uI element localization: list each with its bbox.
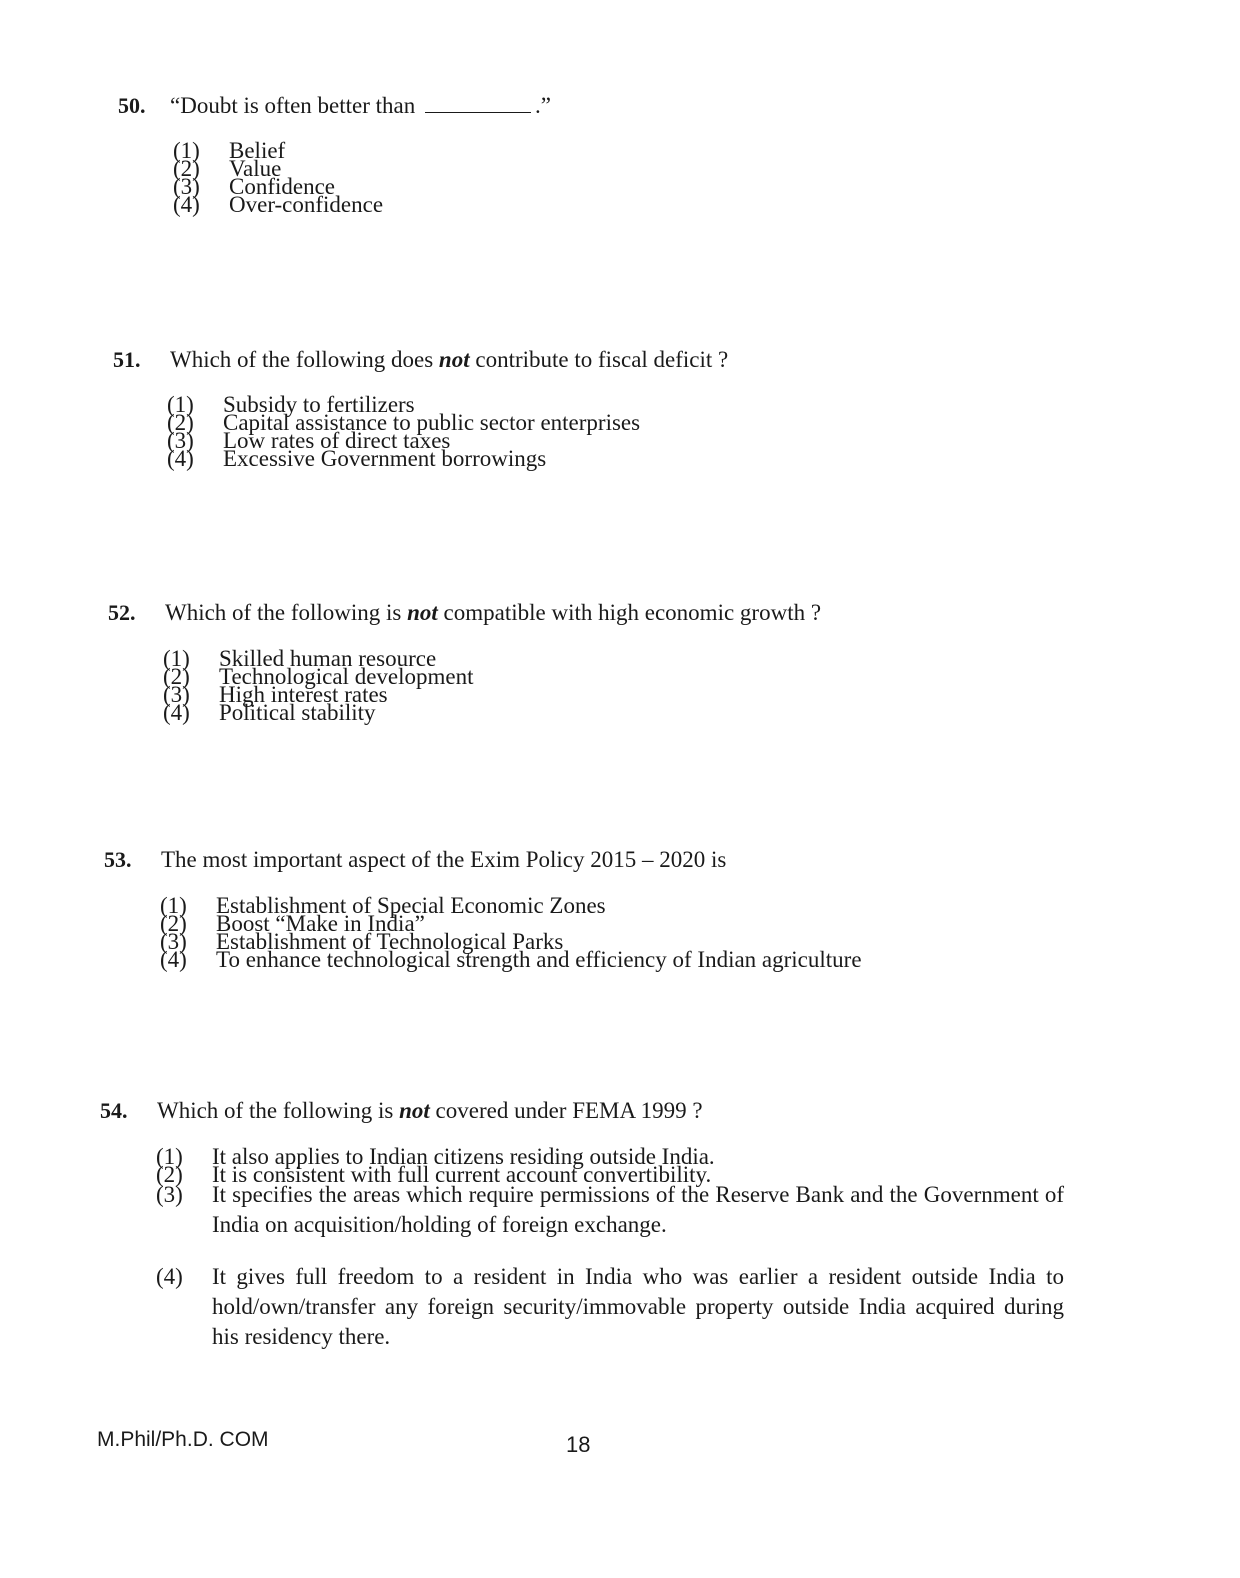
question-number: 51. — [113, 347, 141, 372]
question-text: Which of the following is not covered under FEMA 1999 ? — [157, 1098, 703, 1123]
question-54: 54. Which of the following is not covered under FEMA 1999 ? (1) It also applies to Indian citizens residing outside India. (2) It is consistent with full current account convertibility. (3) It specifies the areas which require permissions of the Reserve Bank and the Government of India on acquisition/holding of foreign exchange. (4) It gives full freedom to a resident in India who was earlier a resident outside India to hold/own/transfer any foreign security/immovable property outside India acquired during his residency there. — [100, 1094, 1070, 1278]
question-text: Which of the following is not compatible with high economic growth ? — [165, 600, 822, 625]
question-number: 54. — [100, 1098, 128, 1123]
question-53: 53. The most important aspect of the Exim Policy 2015 – 2020 is (1) Establishment of Special Economic Zones (2) Boost “Make in India” (3) Establishment of Technological Parks (4) To enhance technological strength and efficiency of Indian agriculture — [104, 843, 1004, 877]
question-text: The most important aspect of the Exim Policy 2015 – 2020 is — [161, 847, 727, 872]
footer-course-code: M.Phil/Ph.D. COM — [97, 1428, 269, 1451]
question-50: 50. “Doubt is often better than .” (1) Belief (2) Value (3) Confidence (4) Over-confidence — [118, 89, 1018, 123]
option: (4) It gives full freedom to a resident in India who was earlier a resident outside India to hold/own/transfer any foreign security/immovable property outside India acquired during his residency there. — [156, 1264, 1064, 1349]
question-number: 50. — [118, 93, 146, 118]
question-number: 53. — [104, 847, 132, 872]
question-51: 51. Which of the following does not contribute to fiscal deficit ? (1) Subsidy to fertilizers (2) Capital assistance to public sector enterprises (3) Low rates of direct taxes (4) Excessive Government borrowings — [113, 343, 1013, 377]
question-52: 52. Which of the following is not compatible with high economic growth ? (1) Skilled human resource (2) Technological development (3) High interest rates (4) Political stability — [108, 596, 1008, 630]
question-text: Which of the following does not contribute to fiscal deficit ? — [170, 347, 729, 372]
answer-blank — [425, 92, 531, 113]
question-text: “Doubt is often better than .” — [170, 93, 551, 118]
question-number: 52. — [108, 600, 136, 625]
page-number: 18 — [566, 1432, 591, 1457]
option: (3) It specifies the areas which require permissions of the Reserve Bank and the Government of India on acquisition/holding of foreign exchange. — [156, 1182, 1064, 1237]
